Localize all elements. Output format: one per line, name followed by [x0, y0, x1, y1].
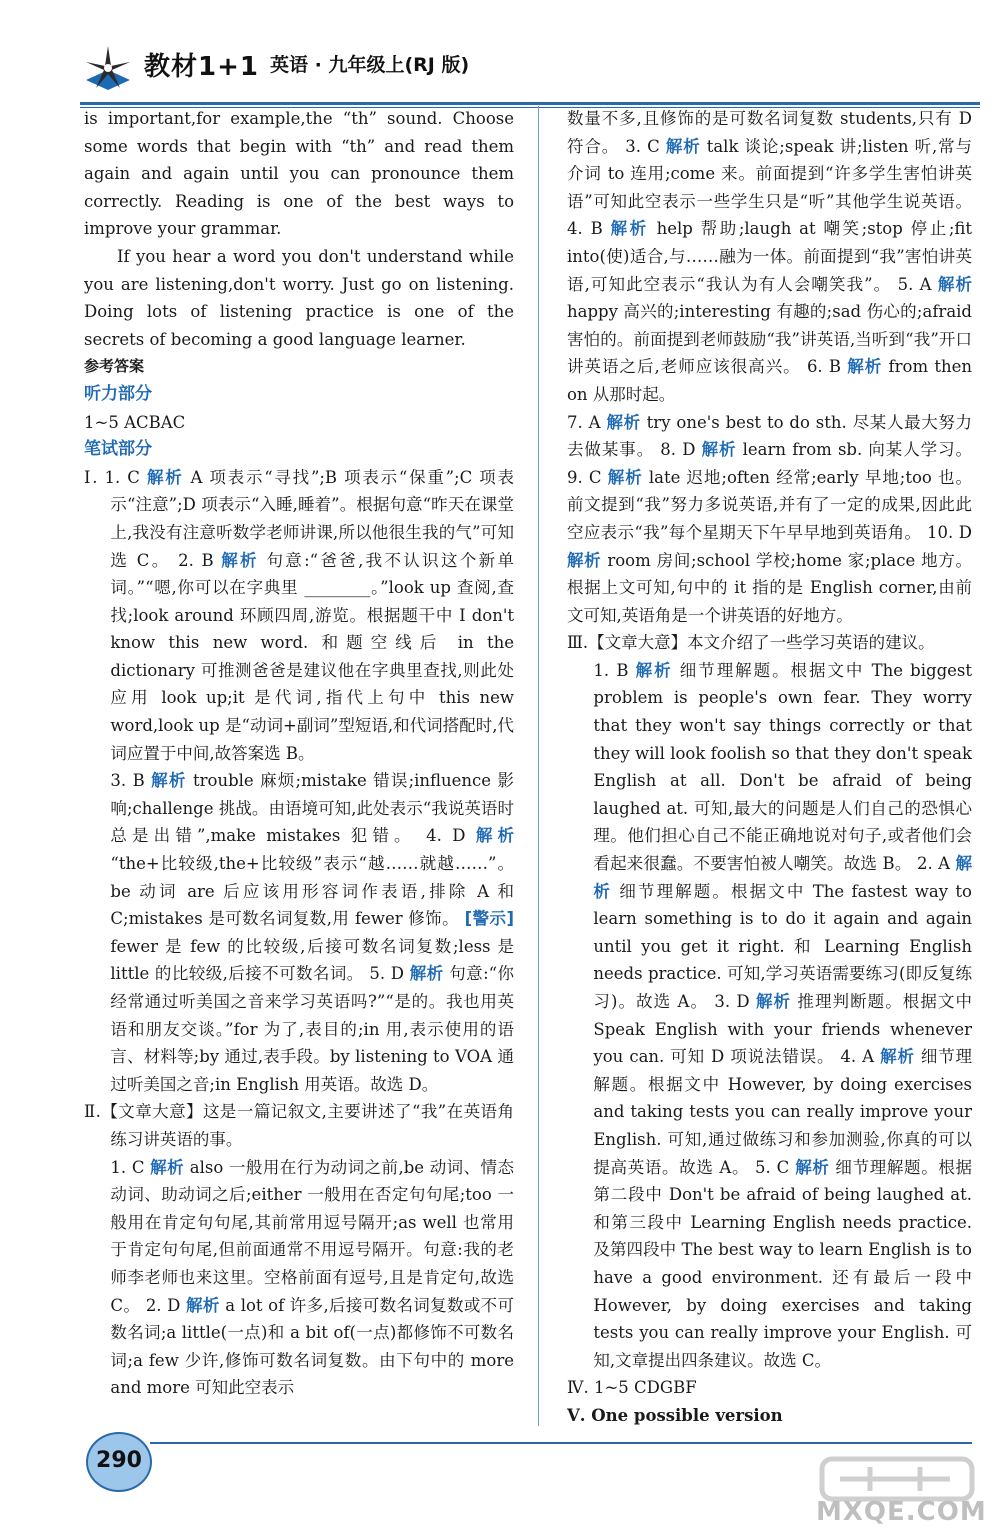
- answer-explanation: 数量不多,且修饰的是可数名词复数 students,只有 D 符合。: [567, 109, 972, 156]
- jiexi-label: 解析: [795, 1157, 830, 1177]
- answer-explanation: try one's best to do sth. 尽某人最大努力去做某事。: [567, 412, 973, 460]
- answer-blank: ________: [304, 578, 371, 598]
- answer-explanation: A 项表示“寻找”;B 项表示“保重”;C 项表示“注意”;D 项表示“入睡,睡着”。根据句意“昨天在课堂上,我没有注意听数学老师讲课,所以他很生我的气”可知选 C。: [110, 467, 514, 570]
- page-number-badge: [86, 1432, 152, 1492]
- answer-key: 4. D: [426, 826, 466, 846]
- answer-explanation: fewer 是 few 的比较级,后接可数名词复数;less 是 little 的比较级,后接不可数名词。: [110, 936, 514, 984]
- jiexi-label: 解析: [409, 964, 444, 984]
- answer-key: 8. D: [660, 440, 696, 460]
- answer-explanation: talk 谈论;speak 讲;listen 听,常与介词 to 连用;come 来。前面提到“许多学生害怕讲英语”可知此空表示一些学生只是“听”其他学生说英语。: [567, 136, 973, 211]
- watermark-text: MXQE.COM: [816, 1497, 987, 1527]
- answers-heading: 参考答案: [84, 357, 145, 376]
- page-number: 290: [96, 1448, 142, 1473]
- listening-heading: 听力部分: [84, 383, 152, 404]
- answer-explanation: trouble 麻烦;mistake 错误;influence 影响;challenge 挑战。由语境可知,此处表示“我说英语时总是出错”,make mistakes 犯错。: [110, 771, 514, 846]
- answer-explanation: 推理判断题。根据文中 Speak English with your friends whenever you can. 可知 D 项说法错误。: [593, 992, 973, 1067]
- answer-explanation: 。”look up 查阅,查找;look around 环顾四周,游览。根据题干中 I don't know this new word. 和题空线后 in the dictionary 可推测爸爸是建议他在字典里查找,则此处应用 look up;it 是代词,指代上句中 this new word,look up 是“动词+副词”型短语,和代词搭配时,代词应置于中间,故答案选 B。: [110, 578, 514, 763]
- answer-key: 9. C: [567, 467, 602, 487]
- answer-key: 5. C: [755, 1157, 790, 1177]
- section-intro: Ⅲ.【文章大意】本文介绍了一些学习英语的建议。: [567, 633, 935, 653]
- answer-key: 3. B: [110, 771, 145, 791]
- jiexi-label: 解析: [635, 660, 673, 680]
- answer-key: 1. B: [593, 660, 629, 680]
- answer-key: 2. A: [916, 854, 951, 874]
- jiexi-label: 解析: [847, 357, 883, 377]
- jiexi-label: 解析: [146, 467, 184, 487]
- answer-item: [567, 105, 972, 409]
- answer-key: 3. C: [625, 136, 660, 156]
- answer-item: [84, 1154, 514, 1402]
- answer-item: [84, 464, 514, 768]
- answer-explanation: from then on 从那时起。: [567, 357, 973, 404]
- left-column: [84, 105, 514, 1402]
- answer-item: [84, 767, 514, 1098]
- written-heading: 笔试部分: [84, 439, 152, 460]
- jiexi-label: 解析: [665, 136, 701, 156]
- right-column: [567, 105, 972, 1430]
- answer-explanation: late 迟地;often 经常;early 早地;too 也。前文提到“我”努力多说英语,并有了一定的成果,因此此空应表示“我”每个星期天下午早早地到英语角。: [567, 467, 972, 542]
- answer-explanation: 句意:“你经常通过听美国之音来学习英语吗?”“是的。我也用英语和朋友交谈。”for 为了,表目的;in 用,表示使用的语言、材料等;by 通过,表手段。by listening to VOA 通过听美国之音;in English 用英语。故选 D。: [110, 964, 515, 1094]
- warning-label: [警示]: [464, 909, 514, 929]
- column-divider: [538, 106, 539, 1426]
- page-header: [80, 40, 980, 98]
- jiexi-label: 解析: [755, 992, 792, 1011]
- answer-explanation: 细节理解题。根据文中 The fastest way to learn something is to do it again and again until you get it right. 和 Learning English needs practice. 可知,学习英语需要练习(即反复练习)。故选 A。: [593, 881, 972, 1011]
- jiexi-label: 解析: [607, 467, 643, 487]
- answer-key: 5. A: [897, 274, 932, 294]
- jiexi-label: 解析: [593, 854, 972, 901]
- book-subject: 英语 · 九年级上(RJ 版): [270, 54, 470, 76]
- jiexi-label: 解析: [221, 550, 259, 570]
- passage-paragraph: If you hear a word you don't understand while you are listening,don't worry. Just go on listening. Doing lots of listening practice is one of the secrets of becoming a good language learner.: [84, 246, 514, 349]
- answer-key: 1. C: [110, 1157, 145, 1177]
- jiexi-label: 解析: [937, 274, 973, 294]
- book-logo-icon: [80, 40, 136, 96]
- jiexi-label: 解析: [606, 412, 641, 432]
- jiexi-label: 解析: [150, 1157, 185, 1177]
- jiexi-label: 解析: [185, 1295, 220, 1315]
- answer-key: 2. D: [145, 1295, 181, 1315]
- brand-title: 教材1+1: [144, 52, 259, 82]
- answer-explanation: a lot of 许多,后接可数名词复数或不可数名词;a little(一点)和 a bit of(一点)都修饰不可数名词;a few 少许,修饰可数名词复数。由下句中的 more and more 可知此空表示: [110, 1295, 515, 1398]
- section-answers: Ⅳ. 1~5 CDGBF: [567, 1378, 697, 1398]
- answer-explanation: 细节理解题。根据文中 However, by doing exercises and taking tests you can really improve your English. 可知,通过做练习和参加测验,你真的可以提高英语。故选 A。: [593, 1047, 973, 1177]
- jiexi-label: 解析: [151, 771, 187, 791]
- answer-explanation: 细节理解题。根据文中 The biggest problem is people's own fear. They worry that they won't say things correctly or that they will look foolish so that they don't speak English at all. Don't be afraid of being laughed at. 可知,最大的问题是人们自己的恐惧心理。他们担心自己不能正确地说对句子,或者他们会看起来很蠢。不要害怕被人嘲笑。故选 B。: [593, 660, 972, 874]
- section-heading: Ⅴ. One possible version: [567, 1405, 783, 1425]
- answer-explanation: 句意:“爸爸,我不认识这个新单词。”“嗯,你可以在字典里: [110, 550, 514, 598]
- answer-explanation: help 帮助;laugh at 嘲笑;stop 停止;fit into(使)适合,与……融为一体。前面提到“我”害怕讲英语,可知此空表示“我认为有人会嘲笑我”。: [567, 219, 973, 294]
- section-intro: Ⅱ.【文章大意】这是一篇记叙文,主要讲述了“我”在英语角练习讲英语的事。: [84, 1102, 514, 1149]
- answer-explanation: room 房间;school 学校;home 家;place 地方。根据上文可知,句中的 it 指的是 English corner,由前文可知,英语角是一个讲英语的好地方。: [567, 550, 973, 625]
- answer-key: 2. B: [178, 550, 214, 570]
- answer-item: [567, 657, 972, 1374]
- footer-rule: [150, 1442, 972, 1444]
- answer-explanation: 细节理解题。根据第二段中 Don't be afraid of being laughed at. 和第三段中 Learning English needs practice. 及第四段中 The best way to learn English is to have a good environment. 还有最后一段中 However, by doing exercises and taking tests you can really improve your English. 可知,文章提出四条建议。故选 C。: [593, 1157, 973, 1370]
- answer-key: 7. A: [567, 412, 601, 432]
- answer-key: 4. B: [567, 219, 603, 239]
- jiexi-label: 解析: [475, 826, 515, 846]
- answer-item: [567, 409, 972, 630]
- jiexi-label: 解析: [567, 550, 602, 570]
- jiexi-label: 解析: [610, 219, 649, 239]
- answer-explanation: also 一般用在行为动词之前,be 动词、情态动词、助动词之后;either 一般用在否定句句尾;too 一般用在肯定句句尾,其前常用逗号隔开;as well 也常用于肯定句句尾,但前面通常不用逗号隔开。句意:我的老师李老师也来这里。空格前面有逗号,且是肯定句,故选 C。: [110, 1157, 515, 1315]
- jiexi-label: 解析: [701, 440, 737, 460]
- answer-key: 3. D: [714, 992, 750, 1011]
- answer-key: 10. D: [926, 522, 973, 542]
- answer-explanation: happy 高兴的;interesting 有趣的;sad 伤心的;afraid 害怕的。前面提到老师鼓励“我”讲英语,当听到“我”开口讲英语之后,老师应该很高兴。: [567, 302, 972, 377]
- listening-answers: 1~5 ACBAC: [84, 412, 186, 432]
- answer-key: 4. A: [840, 1047, 875, 1067]
- answer-key: Ⅰ. 1. C: [84, 467, 140, 487]
- jiexi-label: 解析: [880, 1047, 915, 1067]
- passage-paragraph: is important,for example,the “th” sound. Choose some words that begin with “th” and read them again and again until you can pronounce them correctly. Reading is one of the best ways to improve your grammar.: [84, 109, 514, 239]
- answer-explanation: learn from sb. 向某人学习。: [742, 440, 973, 460]
- answer-explanation: “the+比较级,the+比较级”表示“越……就越……”。be 动词 are 后应该用形容词作表语,排除 A 和 C;mistakes 是可数名词复数,用 fewer 修饰。: [110, 854, 514, 929]
- answer-key: 5. D: [369, 964, 405, 984]
- answer-key: 6. B: [806, 357, 842, 377]
